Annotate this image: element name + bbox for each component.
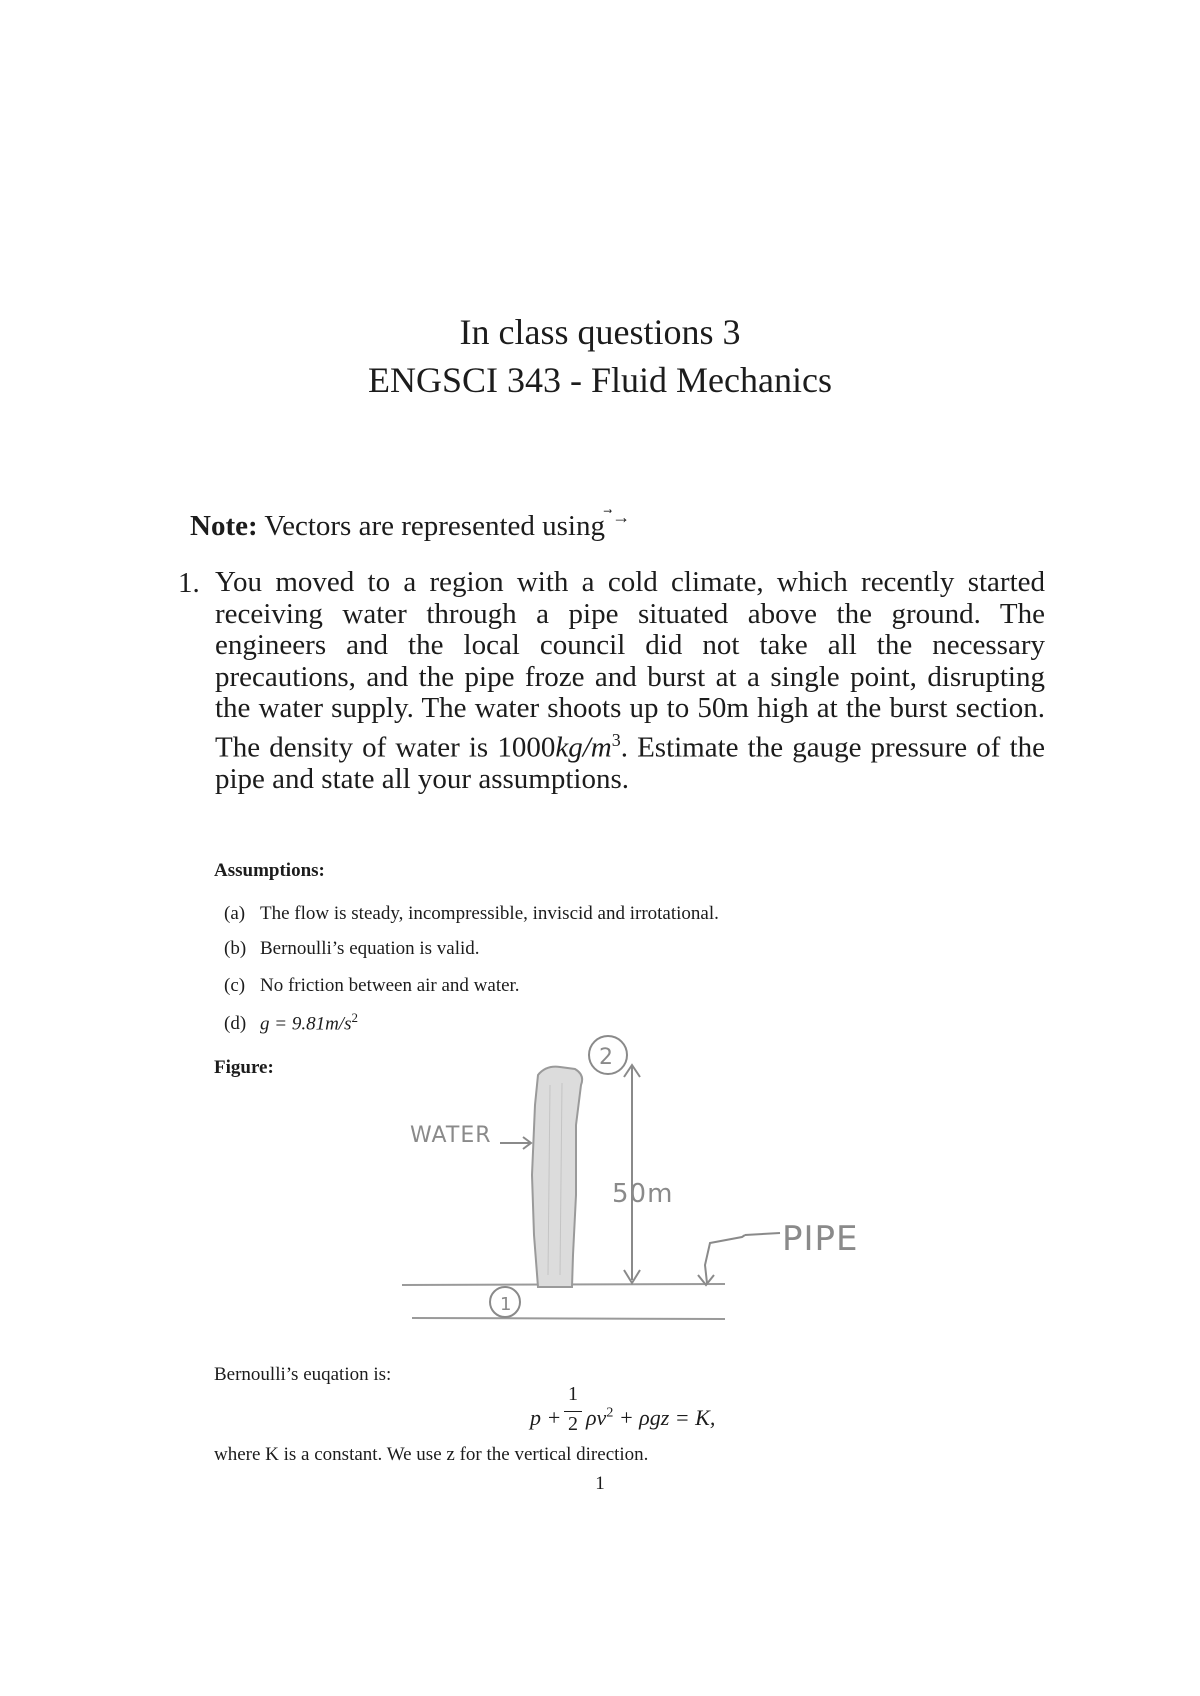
question-text-after: . Estimate the gauge pressure of the pipe and state all your assumptions. xyxy=(215,731,1045,795)
water-column xyxy=(532,1067,582,1287)
question-text-before: You moved to a region with a cold climate, which recently started receiving water through a pipe situated above the ground. The engineers and the local council did not take all the necessary precautions, and the pipe froze and burst at a single point, disrupting the water supply. The water shoots up to 50m high at the burst section. The density of water is xyxy=(215,566,1045,764)
page-title: In class questions 3 xyxy=(459,312,741,352)
point-1-label: 1 xyxy=(500,1294,513,1315)
density-unit: kg/m xyxy=(555,731,612,764)
note xyxy=(190,507,631,543)
fraction-denominator: 2 xyxy=(568,1413,578,1435)
assumptions-heading: Assumptions: xyxy=(214,860,325,881)
density-exponent: 3 xyxy=(611,729,621,750)
question-text xyxy=(215,567,1045,795)
assumption-label: (a) xyxy=(224,903,246,924)
figure-drawing xyxy=(380,1025,880,1335)
pipe-bottom-line xyxy=(412,1318,725,1319)
assumption-label: (d) xyxy=(224,1013,247,1035)
height-label: 50m xyxy=(612,1179,674,1209)
pipe-label: PIPE xyxy=(782,1219,859,1259)
note-text: Vectors are represented using xyxy=(264,510,605,542)
pipe-leader-line xyxy=(705,1235,745,1283)
assumption-item xyxy=(224,1010,358,1035)
bernoulli-where: where K is a constant. We use z for the vertical direction. xyxy=(214,1444,649,1465)
assumption-label: (b) xyxy=(224,938,247,959)
assumption-item xyxy=(224,975,520,997)
assumption-text: No friction between air and water. xyxy=(260,975,520,996)
point-2-label: 2 xyxy=(599,1045,614,1070)
assumption-text: Bernoulli’s equation is valid. xyxy=(260,938,480,959)
note-label: Note: xyxy=(190,510,258,542)
vector-arrow-icon: ⃗→ xyxy=(612,507,631,527)
gravity-exponent: 2 xyxy=(351,1010,358,1025)
fraction-numerator: 1 xyxy=(568,1383,578,1405)
assumption-item xyxy=(224,938,480,960)
assumption-item xyxy=(224,903,719,925)
page-number: 1 xyxy=(595,1473,605,1494)
course-title: ENGSCI 343 - Fluid Mechanics xyxy=(368,360,832,400)
water-label: WATER xyxy=(410,1123,492,1148)
bernoulli-intro: Bernoulli’s euqation is: xyxy=(214,1364,392,1385)
question-number: 1. xyxy=(178,567,200,599)
density-value: 1000 xyxy=(497,731,556,764)
assumption-text: g = 9.81m/s xyxy=(260,1013,352,1035)
assumption-label: (c) xyxy=(224,975,246,996)
assumption-text: The flow is steady, incompressible, inviscid and irrotational. xyxy=(260,903,719,924)
figure-heading: Figure: xyxy=(214,1057,274,1078)
